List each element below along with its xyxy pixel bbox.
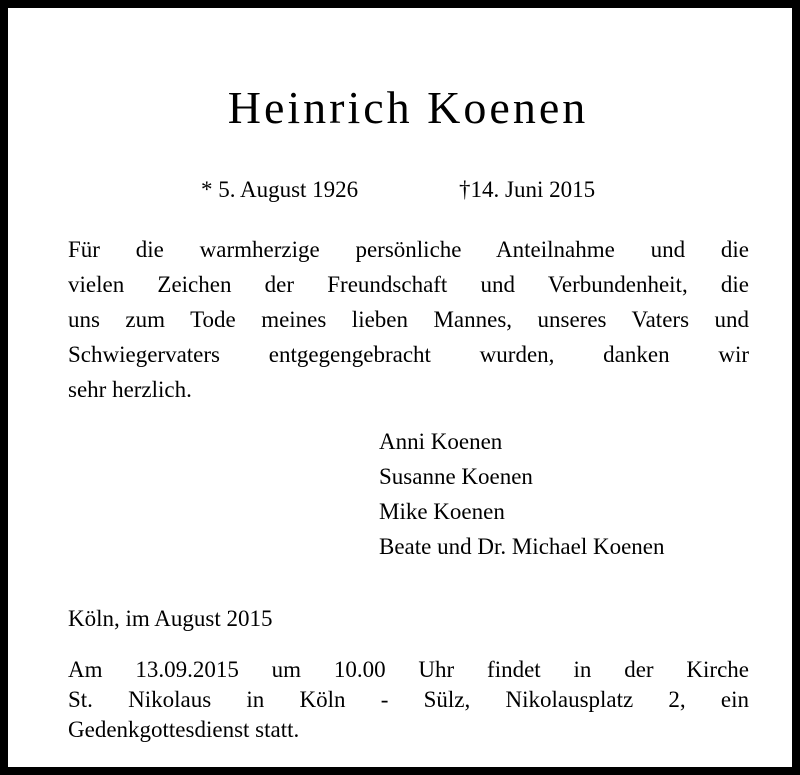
thanks-line: sehr herzlich.	[68, 377, 192, 402]
thanks-line: Für die warmherzige persönliche Anteilnahme und die	[68, 237, 749, 262]
service-line: St. Nikolaus in Köln - Sülz, Nikolausplatz 2, ein	[68, 687, 749, 712]
signer-name: Beate und Dr. Michael Koenen	[379, 534, 665, 559]
signer-name: Mike Koenen	[379, 499, 505, 524]
thanks-line: uns zum Tode meines lieben Mannes, unseres Vaters und	[68, 307, 749, 332]
place-date: Köln, im August 2015	[68, 606, 273, 631]
service-paragraph	[68, 655, 749, 745]
service-line: Am 13.09.2015 um 10.00 Uhr findet in der Kirche	[68, 657, 749, 682]
service-line: Gedenkgottesdienst statt.	[68, 717, 300, 742]
signer-name: Susanne Koenen	[379, 464, 533, 489]
death-date: †14. Juni 2015	[459, 177, 596, 202]
thanks-paragraph	[68, 232, 749, 407]
thanks-line: vielen Zeichen der Freundschaft und Verbundenheit, die	[68, 272, 749, 297]
signer-name: Anni Koenen	[379, 429, 503, 454]
birth-date: * 5. August 1926	[201, 177, 359, 202]
signers-list	[379, 424, 665, 564]
deceased-name: Heinrich Koenen	[227, 82, 589, 133]
thanks-line: Schwiegervaters entgegengebracht wurden, danken wir	[68, 342, 749, 367]
